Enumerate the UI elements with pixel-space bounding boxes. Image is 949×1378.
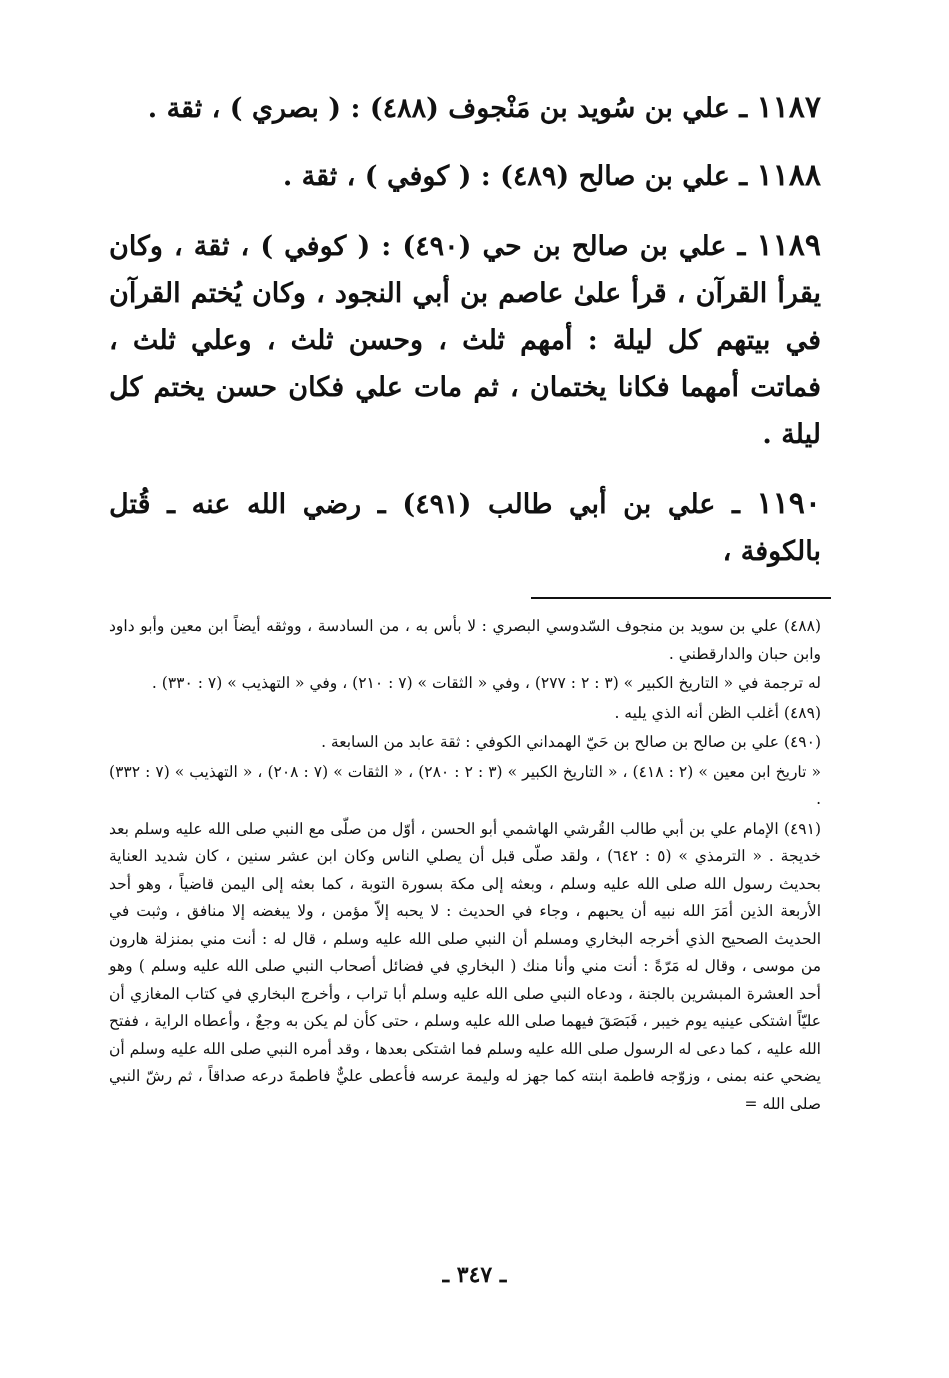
footnote-divider [531,597,831,599]
footnote-488-refs: له ترجمة في « التاريخ الكبير » (٣ : ٢ : ٢٧٧) ، وفي « الثقات » (٧ : ٢١٠) ، وفي « التهذيب » (٧ : ٣٣٠) . [151,674,821,692]
entry-number: ١١٨٧ [756,90,821,125]
page-number: ـ ٣٤٧ ـ [442,1262,507,1288]
entry-text: ـ علي بن أبي طالب (٤٩١) ـ رضي الله عنه ـ قُتل بالكوفة ، [109,489,821,567]
entry-number: ١١٨٩ [756,228,821,263]
footnote-490-refs: « تاريخ ابن معين » (٢ : ٤١٨) ، « التاريخ الكبير » (٣ : ٢ : ٢٨٠) ، « الثقات » (٧ : ٢٠٨) ، « التهذيب » (٧ : ٣٣٢) . [109,762,821,808]
entry-number: ١١٨٨ [756,158,821,193]
entry-text: ـ علي بن صالح (٤٨٩) : ( كوفي ) ، ثقة . [282,161,748,192]
entry-text: ـ علي بن سُويد بن مَنْجوف (٤٨٨) : ( بصري ) ، ثقة . [147,93,748,124]
entry-1189 [109,222,821,458]
entry-1187 [109,84,821,132]
entry-text: ـ علي بن صالح بن حي (٤٩٠) : ( كوفي ) ، ثقة ، وكان يقرأ القرآن ، قرأ علىٰ عاصم بن أبي النجود ، وكان يُختم القرآن في بيتهم كل ليلة : أمهم ثلث ، وحسن ثلث ، وعلي ثلث ، فماتت أمهما فكانا يختمان ، ثم مات علي فكان حسن يختم كل ليلة . [109,231,821,450]
page-body [109,84,821,1120]
footnote-489: (٤٨٩) أغلب الظن أنه الذي يليه . [614,703,821,722]
footnote-488: (٤٨٨) علي بن سويد بن منجوف السّدوسي البصري : لا بأس به ، من السادسة ، ووثقه أيضاً ابن معين وأبو داود وابن حبان والدارقطني . [109,617,821,663]
footnote-490: (٤٩٠) علي بن صالح بن صالح بن حَيّ الهمداني الكوفي : ثقة عابد من السابعة . [321,733,821,751]
footnote-491: (٤٩١) الإمام علي بن أبي طالب القُرشي الهاشمي أبو الحسن ، أوّل من صلّى مع النبي صلى الله عليه وسلم بعد خديجة . « الترمذي » (٥ : ٦٤٢) ، ولقد صلّى قبل أن يصلي الناس وكان ابن عشر سنين ، كان شديد العناية بحديث رسول الله صلى الله عليه وسلم ، وبعثه إلى مكة بسورة التوبة ، كما بعثه إلى اليمن قاضياً ، وهو أحد الأربعة الذين أمَرَ الله نبيه أن يحبهم ، وجاء في الحديث : لا يحبه إلاّ مؤمن ، ولا يبغضه إلا منافق ، وثبت في الحديث الصحيح الذي أخرجه البخاري ومسلم أن النبي صلى الله عليه وسلم ، قال له : أنت مني بمنزلة هارون من موسى ، وقال له مَرّةً : أنت مني وأنا منك ( البخاري في فضائل أصحاب النبي صلى الله عليه وسلم ) وهو أحد العشرة المبشرين بالجنة ، ودعاه النبي صلى الله عليه وسلم أبا تراب ، وأخرج البخاري في كتاب المغازي أن عليّاً اشتكى عينيه يوم خيبر ، فَبَصَقَ فيهما صلى الله عليه وسلم ، حتى كأن لم يكن به وجعٌ ، وأعطاه الراية ، ففتح الله عليه ، كما دعى له الرسول صلى الله عليه وسلم فما اشتكى بعدها ، وقد أمره النبي صلى الله عليه وسلم أن يضحي عنه بمنى ، وزوّجه فاطمة ابنته كما جهز له وليمة عرسه فأعطى عليٌّ فاطمةَ درعه صداقاً ، ثم رشّ النبي صلى الله = [109,819,821,1113]
entry-1188 [109,152,821,200]
entry-number: ١١٩٠ [756,486,821,521]
entry-1190 [109,480,821,575]
footnotes [109,613,821,1118]
